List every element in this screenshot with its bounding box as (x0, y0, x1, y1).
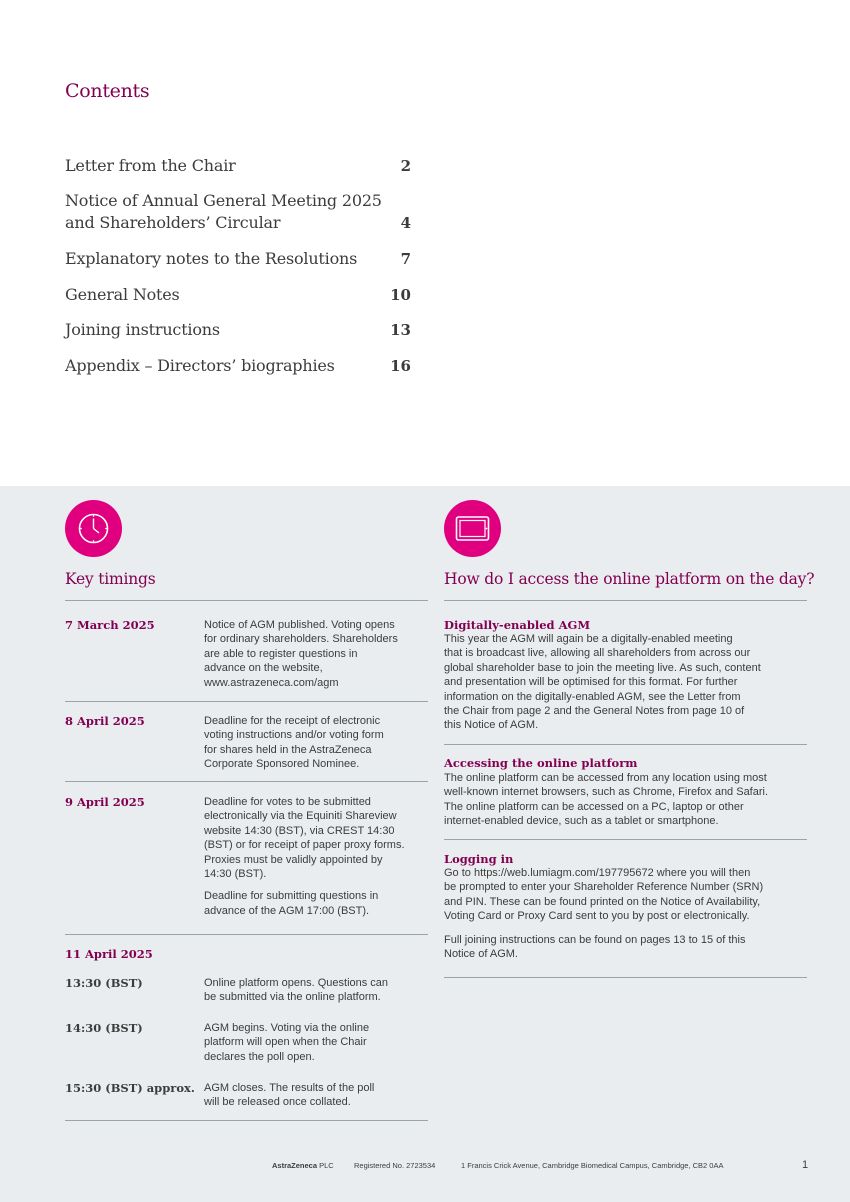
toc-item-label: Notice of Annual General Meeting 2025 (65, 191, 382, 210)
footer-company (272, 1161, 334, 1170)
timing-description: Notice of AGM published. Voting opens for ordinary shareholders. Shareholders are able to register questions in advance on the website, www.astrazeneca.com/agm (204, 619, 398, 689)
toc-item-label: Appendix – Directors’ biographies (65, 356, 335, 375)
toc-item-page: 16 (390, 357, 411, 375)
toc-item[interactable] (65, 155, 411, 177)
footer-address: 1 Francis Crick Avenue, Cambridge Biomedical Campus, Cambridge, CB2 0AA (461, 1161, 724, 1170)
toc-item-page: 4 (400, 214, 411, 232)
toc-item[interactable] (65, 355, 411, 377)
contents-title: Contents (65, 80, 150, 102)
timing-description: Online platform opens. Questions can be submitted via the online platform. (204, 977, 389, 1004)
section-heading: Digitally-enabled AGM (444, 618, 591, 632)
divider (65, 934, 428, 935)
key-timings-title: Key timings (65, 570, 156, 588)
divider (65, 1120, 428, 1121)
timing-time: 13:30 (BST) (65, 976, 143, 990)
divider (65, 781, 428, 782)
divider (444, 744, 807, 745)
timing-time: 14:30 (BST) (65, 1021, 143, 1035)
toc-item-label: Letter from the Chair (65, 156, 236, 175)
toc-item-label: Explanatory notes to the Resolutions (65, 249, 358, 268)
section-heading: Accessing the online platform (444, 756, 638, 770)
timing-date: 7 March 2025 (65, 618, 155, 632)
toc-item[interactable] (65, 319, 411, 341)
toc-item[interactable] (65, 248, 411, 270)
divider (444, 600, 807, 601)
section-heading: Logging in (444, 852, 514, 866)
toc-item-label: General Notes (65, 285, 180, 304)
timing-time: 15:30 (BST) approx. (65, 1081, 195, 1095)
toc-item-label-line2: and Shareholders’ Circular (65, 213, 281, 232)
tablet-icon (444, 500, 501, 557)
timing-date: 8 April 2025 (65, 714, 145, 728)
footer-company-suffix: PLC (317, 1161, 334, 1170)
timing-date: 11 April 2025 (65, 947, 153, 961)
divider (65, 600, 428, 601)
toc-item-page: 13 (390, 321, 411, 339)
footer-registered: Registered No. 2723534 (354, 1161, 436, 1170)
toc-item-page: 10 (390, 286, 411, 304)
divider (444, 839, 807, 840)
clock-icon (65, 500, 122, 557)
section-body: This year the AGM will again be a digitally-enabled meeting that is broadcast live, allowing all shareholders from across our global shareholder base to join the meeting live. As such, content and presentation will be optimised for this format. For further information on the digitally-enabled AGM, see the Letter from the Chair from page 2 and the General Notes from page 10 of this Notice of AGM. (444, 633, 761, 732)
toc-item-page: 2 (400, 157, 411, 175)
toc-item[interactable] (65, 284, 411, 306)
timing-description: Deadline for votes to be submitted electronically via the Equiniti Shareview website 14:30 (BST), via CREST 14:30 (BST) or for receipt of paper proxy forms. Proxies must be validly appointed by 14:30 (BST). Deadline for submitting questions in advance of the AGM 17:00 (BST). (204, 796, 405, 917)
timing-date: 9 April 2025 (65, 795, 145, 809)
online-platform-title: How do I access the online platform on the day? (444, 570, 815, 588)
page-number: 1 (802, 1159, 809, 1171)
footer-company-name: AstraZeneca (272, 1161, 318, 1170)
divider (444, 977, 807, 978)
toc-item[interactable] (65, 190, 411, 234)
timing-description: AGM begins. Voting via the online platform will open when the Chair declares the poll open. (204, 1022, 370, 1063)
timing-description: Deadline for the receipt of electronic voting instructions and/or voting form for shares held in the AstraZeneca Corporate Sponsored Nominee. (204, 715, 384, 771)
section-body: Go to https://web.lumiagm.com/197795672 where you will then be prompted to enter your Shareholder Reference Number (SRN) and PIN. These can be found printed on the Notice of Availability, Voting Card or Proxy Card sent to you by post or electronically. Full joining instructions can be found on pages 13 to 15 of this Notice of AGM. (444, 867, 764, 961)
timing-description: AGM closes. The results of the poll will be released once collated. (204, 1082, 375, 1109)
toc-item-label: Joining instructions (65, 320, 220, 339)
toc-item-page: 7 (400, 250, 411, 268)
divider (65, 701, 428, 702)
section-body: The online platform can be accessed from any location using most well-known internet browsers, such as Chrome, Firefox and Safari. The online platform can be accessed on a PC, laptop or other internet-enabled device, such as a tablet or smartphone. (444, 772, 769, 828)
